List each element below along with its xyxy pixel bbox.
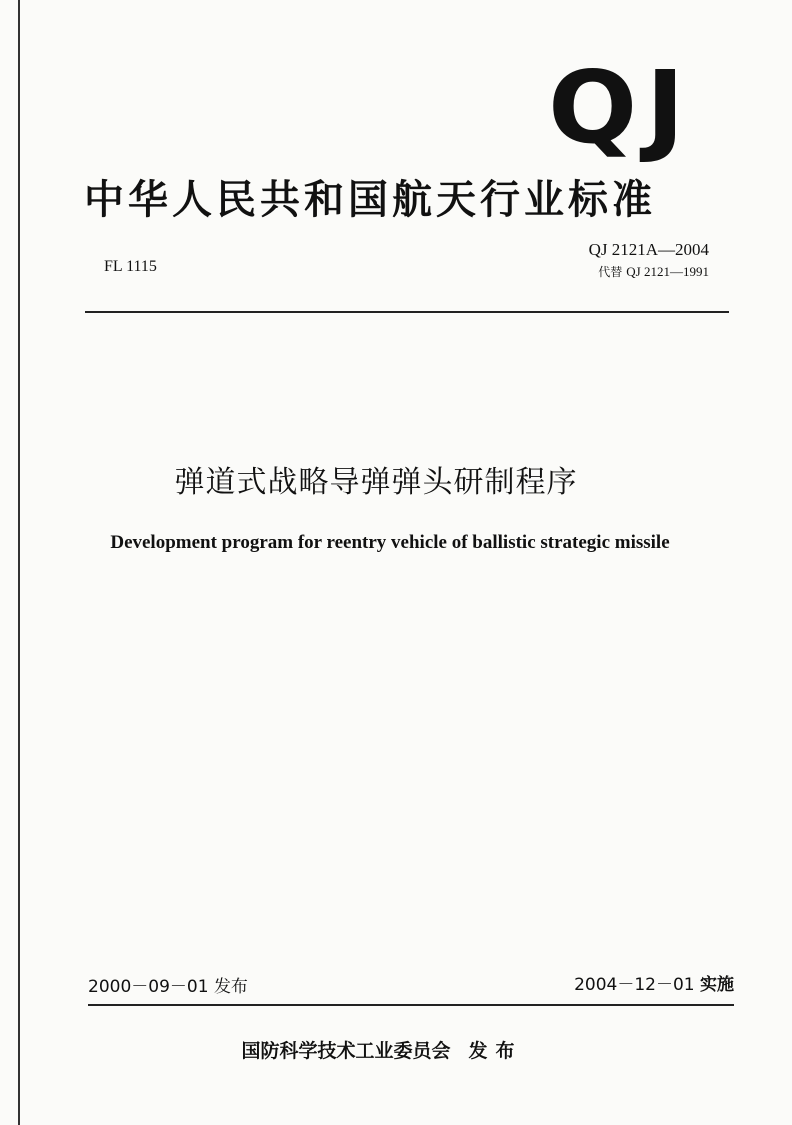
publisher-name: 国防科学技术工业委员会 — [241, 1040, 451, 1062]
top-divider — [85, 311, 729, 313]
publisher-line — [0, 1036, 792, 1063]
classification-code: FL 1115 — [104, 258, 157, 275]
standard-number: QJ 2121A—2004 — [588, 240, 709, 259]
document-title-english: Development program for reentry vehicle of ballistic strategic missile — [110, 532, 670, 553]
replaces-number: QJ 2121—1991 — [626, 264, 709, 279]
publisher-action: 发布 — [468, 1040, 523, 1062]
issue-date-line — [88, 972, 248, 997]
replaces-line — [598, 263, 709, 280]
bottom-divider — [88, 1004, 734, 1006]
implementation-date-line — [574, 970, 734, 995]
binding-edge-line — [18, 0, 20, 1125]
replaces-label: 代替 — [598, 265, 623, 279]
implementation-label: 实施 — [700, 975, 734, 995]
qj-logo: QJ — [548, 49, 694, 166]
organization-title: 中华人民共和国航天行业标准 — [84, 177, 656, 223]
document-title-chinese: 弹道式战略导弹弹头研制程序 — [174, 465, 578, 500]
issue-date: 2000－09－01 — [88, 977, 209, 997]
issue-label: 发布 — [213, 977, 248, 997]
implementation-date: 2004－12－01 — [574, 975, 695, 995]
